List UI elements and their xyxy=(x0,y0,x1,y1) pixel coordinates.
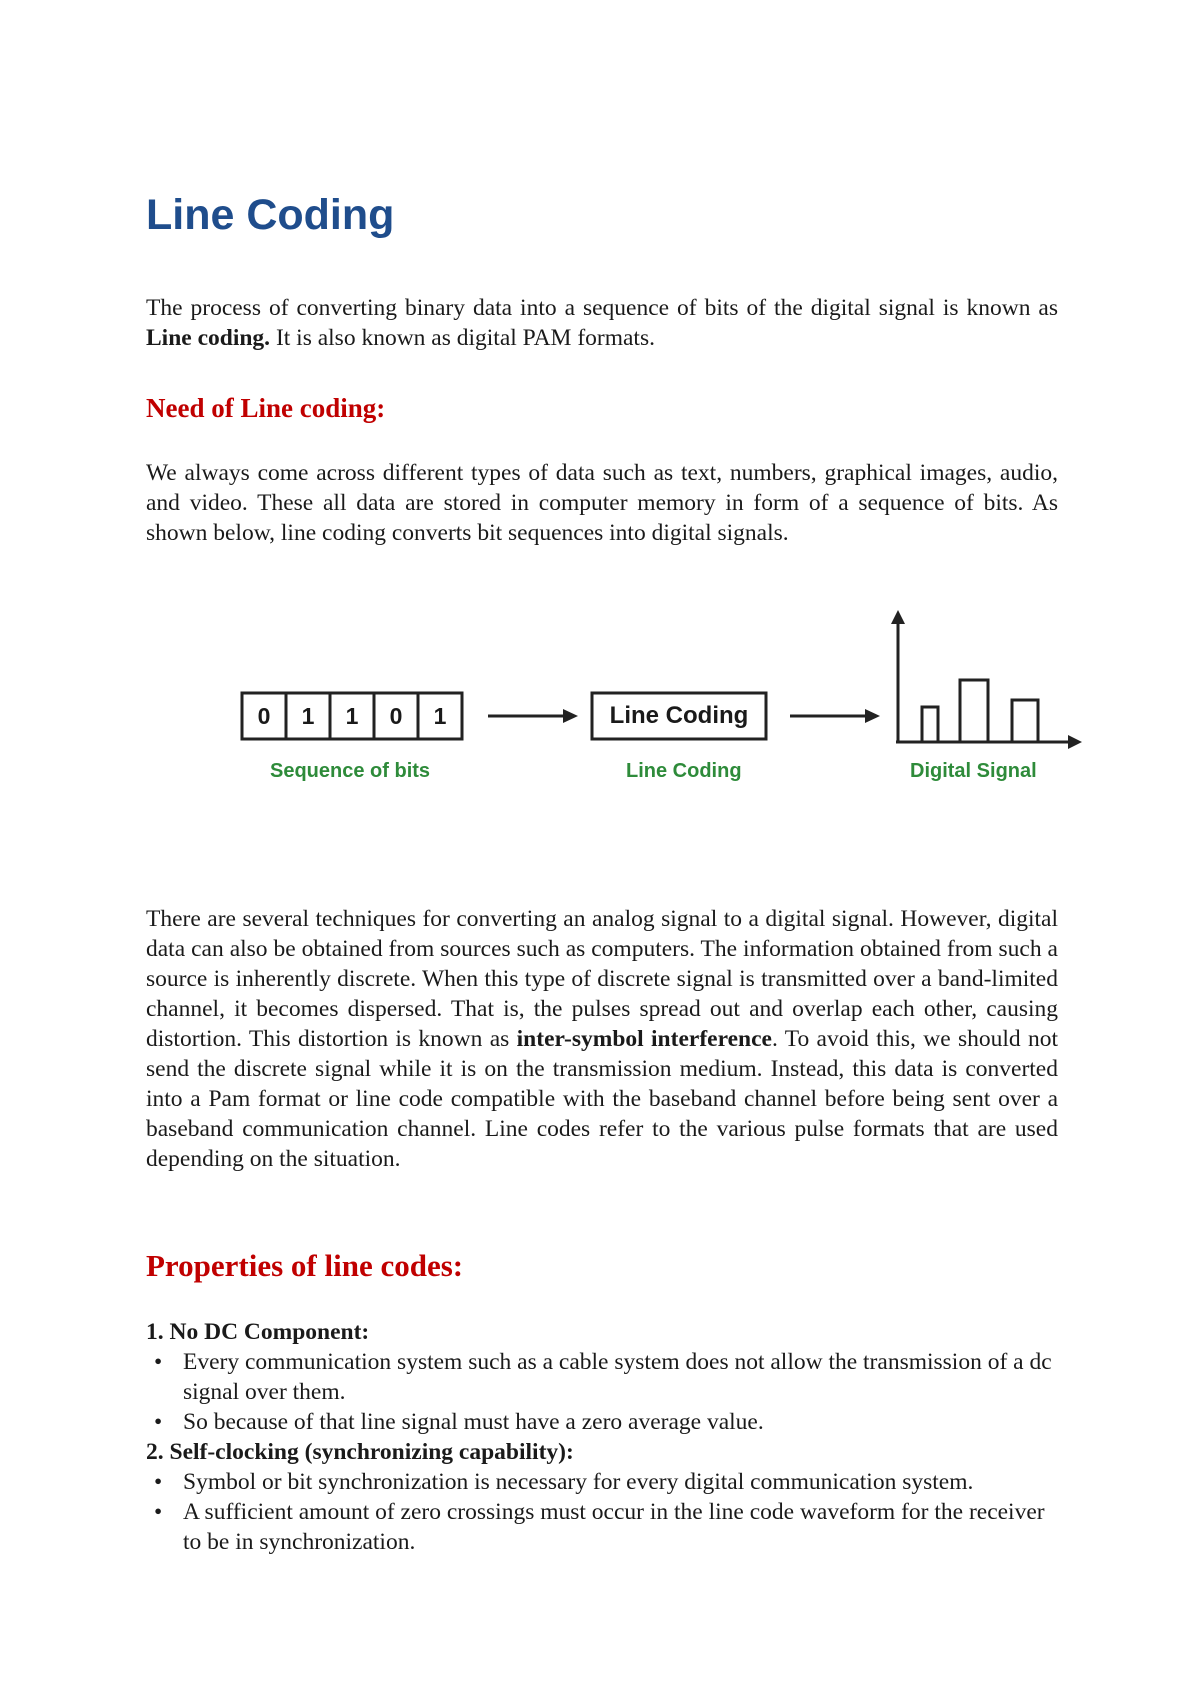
intro-paragraph xyxy=(146,293,1058,353)
signal-pulse xyxy=(960,680,988,742)
bullet-text: So because of that line signal must have a zero average value. xyxy=(183,1409,764,1435)
bullet-item xyxy=(146,1497,1058,1557)
body-text-after: . To avoid this, we should not send the discrete signal while it is on the transmission medium. Instead, this data is converted into a Pam format or line code compatible with the baseband channel before being sent over a baseband communication channel. Line codes refer to the various pulse formats that are used depending on the situation. xyxy=(146,1026,1059,1172)
page-title: Line Coding xyxy=(146,191,395,239)
body-text-before: There are several techniques for converting an analog signal to a digital signal. However, digital data can also be obtained from sources such as computers. The information obtained from such a source is inherently discrete. When this type of discrete signal is transmitted over a band-limited channel, it becomes dispersed. That is, the pulses spread out and overlap each other, causing distortion. This distortion is known as xyxy=(146,906,1058,1052)
properties-heading: Properties of line codes: xyxy=(146,1248,464,1283)
need-heading: Need of Line coding: xyxy=(146,393,386,423)
property-title: 1. No DC Component: xyxy=(146,1319,370,1345)
bit-cell: 1 xyxy=(301,702,315,729)
property-bullets xyxy=(146,1467,1058,1557)
coder-box-label: Line Coding xyxy=(609,702,749,729)
arrow-to-signal-head xyxy=(865,709,880,723)
intro-text-before: The process of converting binary data into a sequence of bits of the digital signal is known as xyxy=(146,295,1058,321)
bit-cell: 1 xyxy=(433,702,447,729)
property-title: 2. Self-clocking (synchronizing capability): xyxy=(146,1439,574,1465)
bullet-text: Every communication system such as a cable system does not allow the transmission of a dc signal over them. xyxy=(183,1349,1052,1405)
bullet-text: Symbol or bit synchronization is necessary for every digital communication system. xyxy=(183,1469,974,1495)
signal-pulse xyxy=(1012,700,1038,742)
line-coding-diagram xyxy=(230,600,1090,800)
bit-cell: 0 xyxy=(257,702,271,729)
y-axis-arrowhead xyxy=(891,610,905,624)
bullet-dot: • xyxy=(154,1349,163,1375)
property-bullets xyxy=(146,1347,1058,1437)
bullet-dot: • xyxy=(154,1469,163,1495)
bullet-dot: • xyxy=(154,1499,163,1525)
need-paragraph: We always come across different types of data such as text, numbers, graphical images, audio, and video. These all data are stored in computer memory in form of a sequence of bits. As shown below, line coding converts bit sequences into digital signals. xyxy=(146,460,1058,546)
intro-bold-term: Line coding. xyxy=(146,325,271,351)
body-paragraph xyxy=(146,904,1058,1174)
bit-cell: 1 xyxy=(345,702,359,729)
bullet-item xyxy=(146,1347,1058,1407)
body-bold-term: inter-symbol interference xyxy=(516,1026,772,1052)
intro-text-after: It is also known as digital PAM formats. xyxy=(270,325,655,351)
bit-cell: 0 xyxy=(389,702,403,729)
bullet-dot: • xyxy=(154,1409,163,1435)
caption-line-coding: Line Coding xyxy=(626,760,742,782)
bullet-item xyxy=(146,1467,1058,1497)
arrow-to-coder-head xyxy=(563,709,578,723)
caption-digital-signal: Digital Signal xyxy=(910,760,1037,782)
bullet-text: A sufficient amount of zero crossings must occur in the line code waveform for the receiver to be in synchronization. xyxy=(183,1499,1045,1555)
x-axis-arrowhead xyxy=(1068,735,1082,749)
caption-sequence-of-bits: Sequence of bits xyxy=(270,760,431,782)
signal-pulse xyxy=(922,707,938,742)
bullet-item xyxy=(146,1407,1058,1437)
